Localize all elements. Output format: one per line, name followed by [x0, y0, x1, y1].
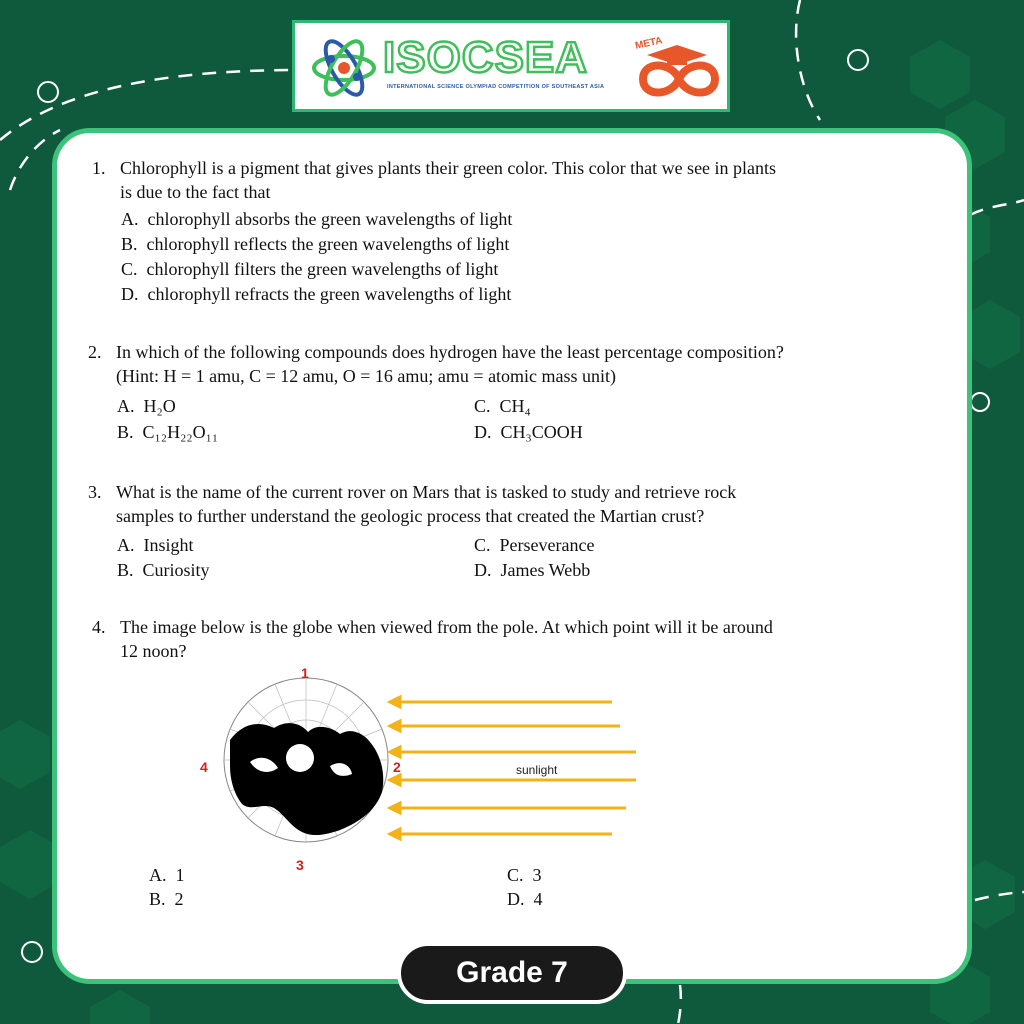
- point-label-3: 3: [296, 857, 304, 872]
- option-2c: C. CH₄: [474, 396, 531, 416]
- option-3d: D. James Webb: [474, 560, 591, 580]
- question-number: 3.: [88, 482, 102, 502]
- sunlight-arrow: [390, 721, 620, 731]
- question-number: 1.: [92, 158, 106, 178]
- point-label-4: 4: [200, 759, 208, 775]
- question-text-line2: 12 noon?: [120, 641, 187, 661]
- question-text-line2: is due to the fact that: [120, 182, 271, 202]
- sunlight-arrow: [390, 803, 626, 813]
- question-3: [88, 480, 958, 526]
- option-1b: B. chlorophyll reflects the green wavelengths of light: [121, 234, 510, 254]
- option-1c: C. chlorophyll filters the green wavelengths of light: [121, 259, 499, 279]
- option-1d: D. chlorophyll refracts the green wavelengths of light: [121, 284, 512, 304]
- question-4: [92, 615, 952, 661]
- option-4a: A. 1: [149, 865, 185, 885]
- sunlight-arrow: [390, 747, 636, 757]
- logo-title: ISOCSEA: [383, 33, 589, 82]
- sunlight-arrow: [390, 829, 612, 839]
- option-3b: B. Curiosity: [117, 560, 210, 580]
- question-text-line1: Chlorophyll is a pigment that gives plants their green color. This color that we see in plants: [120, 158, 777, 178]
- option-2d: D. CH₃COOH: [474, 422, 583, 442]
- logo-subtitle: INTERNATIONAL SCIENCE OLYMPIAD COMPETITION OF SOUTHEAST ASIA: [387, 84, 605, 90]
- option-2b: B. C₁₂H₂₂O₁₁: [117, 422, 219, 442]
- option-4d: D. 4: [507, 889, 543, 909]
- question-text-line1: In which of the following compounds does hydrogen have the least percentage composition?: [116, 342, 784, 362]
- header-logo-banner: [292, 20, 730, 112]
- point-label-2: 2: [393, 759, 401, 775]
- sunlight-arrow: [390, 697, 612, 707]
- globe-icon: [224, 678, 388, 842]
- question-text-line2: samples to further understand the geologic process that created the Martian crust?: [116, 506, 705, 526]
- infinity-graduation-icon: [633, 41, 725, 105]
- option-4b: B. 2: [149, 889, 184, 909]
- option-1a: A. chlorophyll absorbs the green wavelengths of light: [121, 209, 513, 229]
- grade-badge: Grade 7: [397, 942, 627, 1004]
- option-3a: A. Insight: [117, 535, 194, 555]
- question-number: 2.: [88, 342, 102, 362]
- question-2: [88, 340, 958, 386]
- question-1: [92, 156, 952, 202]
- point-label-1: 1: [301, 665, 309, 681]
- globe-sunlight-figure: [190, 662, 650, 872]
- atom-logo-icon: [309, 33, 379, 103]
- question-text-line1: What is the name of the current rover on Mars that is tasked to study and retrieve rock: [116, 482, 737, 502]
- option-3c: C. Perseverance: [474, 535, 595, 555]
- option-4c: C. 3: [507, 865, 542, 885]
- partner-logo-text: META: [634, 35, 664, 52]
- sunlight-arrow: [390, 775, 636, 785]
- question-text-line1: The image below is the globe when viewed from the pole. At which point will it be around: [120, 617, 773, 637]
- option-2a: A. H₂O: [117, 396, 176, 416]
- question-text-line2: (Hint: H = 1 amu, C = 12 amu, O = 16 amu; amu = atomic mass unit): [116, 366, 617, 386]
- sunlight-label: sunlight: [516, 763, 558, 777]
- question-number: 4.: [92, 617, 106, 637]
